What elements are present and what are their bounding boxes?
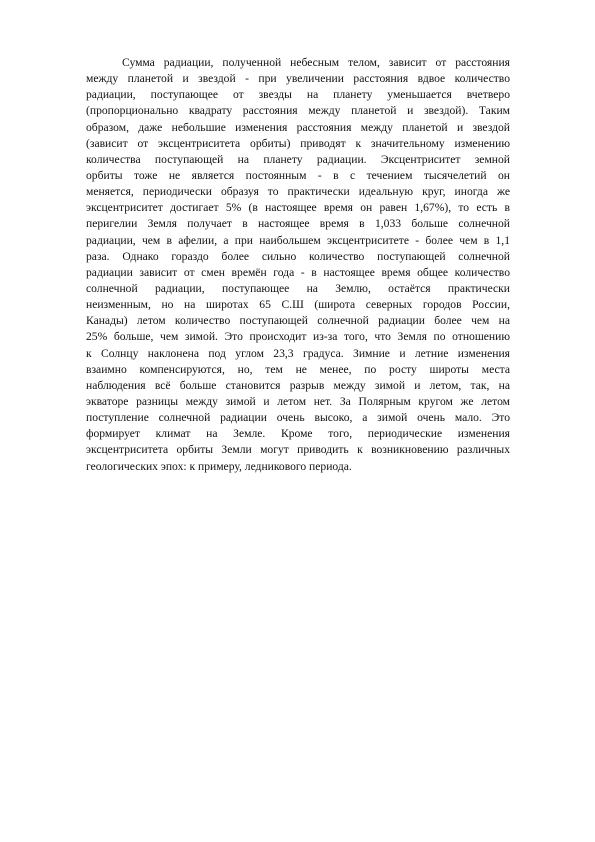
- paragraph-line: 25% больше, чем зимой. Это происходит из-за того, что Земля по отношению: [86, 330, 510, 344]
- paragraph-line: наблюдения всё больше становится разрыв между зимой и летом, так, на: [86, 378, 510, 392]
- paragraph-line: формирует климат на Земле. Кроме того, периодические изменения: [86, 427, 510, 441]
- paragraph-line: Канады) летом количество поступающей солнечной радиации более чем на: [86, 314, 510, 328]
- paragraph-line: к Солнцу наклонена под углом 23,3 градуса. Зимние и летние изменения: [86, 346, 510, 360]
- paragraph-line: меняется, периодически образуя то практически идеальную круг, иногда же: [86, 185, 510, 199]
- paragraph-line: радиации зависит от смен времён года - в настоящее время общее количество: [86, 265, 510, 279]
- paragraph-line: перигелии Земля получает в настоящее время в 1,033 больше солнечной: [86, 217, 510, 231]
- paragraph-line: неизменным, но на широтах 65 С.Ш (широта северных городов России,: [86, 298, 510, 312]
- paragraph-line: радиации, чем в афелии, а при наибольшем эксцентриситете - более чем в 1,1: [86, 233, 510, 247]
- paragraph-line: экваторе разницы между зимой и летом нет. За Полярным кругом же летом: [86, 394, 510, 408]
- paragraph-line: Сумма радиации, полученной небесным телом, зависит от расстояния: [122, 56, 510, 69]
- paragraph-line: эксцентриситета орбиты Земли могут приводить к возникновению различных: [86, 443, 510, 457]
- paragraph-line: эксцентриситет достигает 5% (в настоящее время он равен 1,67%), то есть в: [86, 201, 510, 215]
- paragraph-line: (пропорционально квадрату расстояния между планетой и звездой). Таким: [86, 104, 510, 118]
- body-paragraph: [86, 55, 510, 475]
- paragraph-line: геологических эпох: к примеру, ледникового периода.: [86, 459, 352, 473]
- paragraph-line: поступление солнечной радиации очень высоко, а зимой очень мало. Это: [86, 411, 510, 425]
- paragraph-line: радиации, поступающее от звезды на планету уменьшается вчетверо: [86, 88, 510, 102]
- paragraph-line: раза. Однако гораздо более сильно количество поступающей солнечной: [86, 249, 510, 263]
- paragraph-line: солнечной радиации, поступающее на Землю, остаётся практически: [86, 281, 510, 295]
- paragraph-line: (зависит от эксцентриситета орбиты) приводят к значительному изменению: [86, 136, 510, 150]
- paragraph-line: образом, даже небольшие изменения расстояния между планетой и звездой: [86, 120, 510, 134]
- paragraph-line: между планетой и звездой - при увеличении расстояния вдвое количество: [86, 72, 510, 86]
- paragraph-line: орбиты тоже не является постоянным - в с течением тысячелетий он: [86, 168, 510, 182]
- paragraph-line: количества поступающей на планету радиации. Эксцентриситет земной: [86, 152, 510, 166]
- paragraph-line: взаимно компенсируются, но, тем не менее, по росту широты места: [86, 362, 510, 376]
